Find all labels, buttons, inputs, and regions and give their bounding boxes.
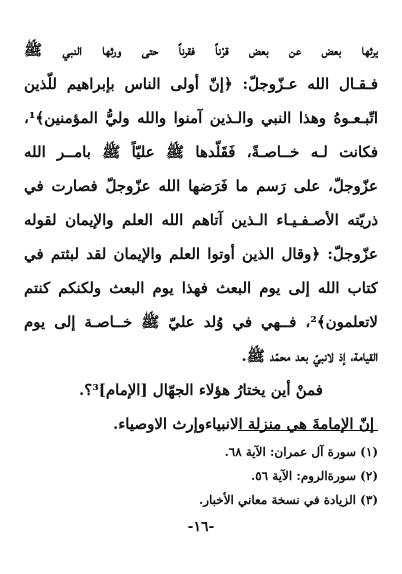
- page-number: -١٦-: [187, 519, 215, 535]
- text-line: إنّ الإمامةَ هي منزلة الانبياءوإرث الاوصياء.: [113, 415, 374, 433]
- footnote: (٣) الزيادة في نسخة معاني الأخبار.: [199, 493, 378, 507]
- text-line: عزّوجلّ، على رَسم ما فَرَضها الله عزّوجلّ فصارت في: [24, 177, 378, 195]
- text-line: فـقـال الله عـزّوجلّ: ﴿إنّ أولى الناس بإبراهيم للّذين: [24, 75, 378, 93]
- text-line: القيامة، إذ لانبيّ بعد محمّد ﷺ.: [241, 347, 378, 365]
- text-line: اتّبـعـوهُ وهذا النبي والـذين آمنوا والله وليُّ المؤمنين﴾¹،: [24, 109, 378, 127]
- text-line: لاتعلمون﴾²، فــهي في وُلد عليّ ﷺ خــاصـة إلى يوم: [24, 313, 378, 331]
- text-line: كتاب الله إلى يوم البعث فهذا يوم البعث ولكنكم كنتم: [24, 279, 378, 297]
- main-text: [24, 33, 378, 441]
- text-line: عزّوجلّ: ﴿وقال الذين أوتوا العلم والإيمان لقد لبثتم في: [24, 245, 378, 263]
- text-line: ذريّته الأصـفـيـاء الـذين آتاهم الله العلم والإيمان لقوله: [24, 211, 378, 229]
- footnote: (٢) سورةالروم: الآية ٥٦.: [251, 469, 378, 483]
- text-line: يرثها بعض عن بعض قرْناً فقرناً حتى ورثها النبي ﷺ: [24, 41, 378, 59]
- text-line: فكانت لـه خــاصـةً، فَقَلّدها ﷺ عليّاً ﷺ بامــر الله: [24, 143, 378, 161]
- footnote-divider: [238, 430, 378, 431]
- text-line: فمنْ أين يختارُ هؤلاء الجهّال [الإمام]³؟.: [79, 381, 323, 399]
- footnotes: [24, 440, 378, 512]
- footnote: (١) سورة آل عمران: الآية ٦٨.: [224, 445, 378, 459]
